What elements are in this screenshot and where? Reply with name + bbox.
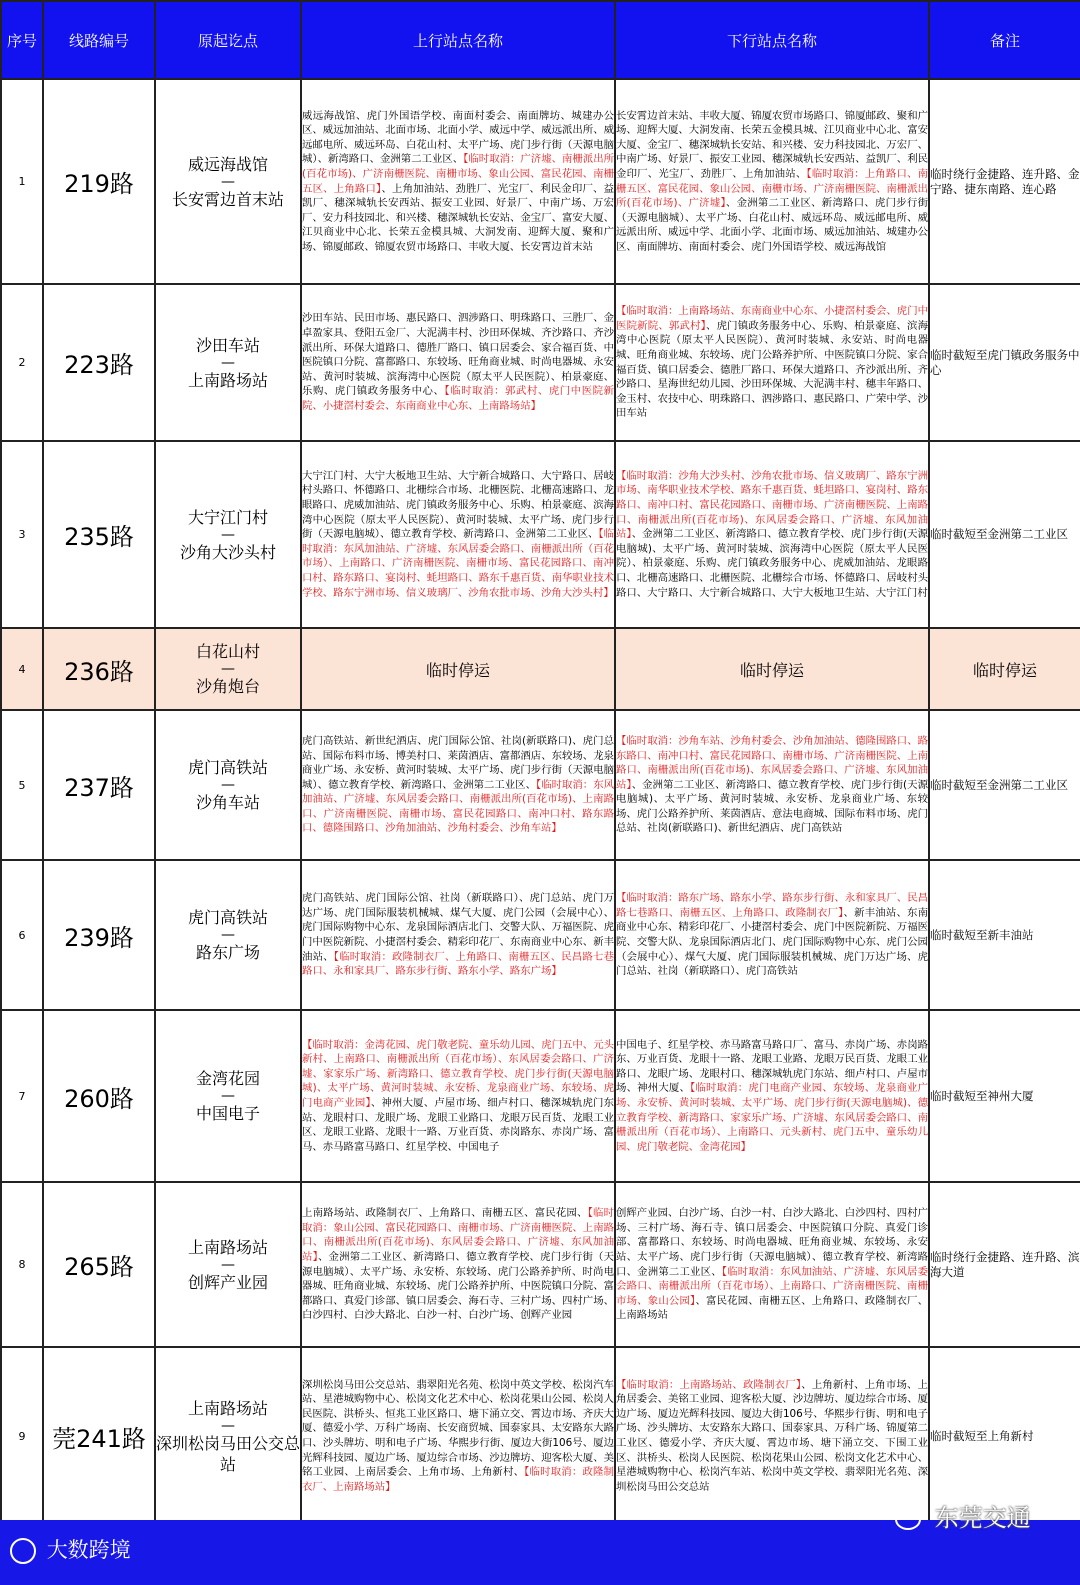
up-stops — [301, 1347, 615, 1525]
cancelled-stops: 【临时取消：东风加油站、广济墟、东风居委会路口、南栅派出所（百花市场）、上南路口、广济南栅医院、南栅市场、富民花园路口、南冲口村、路东路口、宴岗村、蚝坦路口、路东千惠百货、南华职业技术学校、路东宁洲市场、信义玻璃厂、沙角农批市场、沙角大沙头村】 — [302, 528, 614, 599]
row-seq: 7 — [1, 1010, 43, 1182]
cancelled-stops: 【临时取消：金湾花园、虎门敬老院、童乐幼儿园、虎门五中、元头新村、上南路口、南栅派出所（百花市场）、东风居委会路口、广济墟、家家乐广场、新湾路口、德立教育学校、虎门步行街(天源电脑城)、太平广场、黄河时装城、永安桥、龙泉商业广场、东较场、虎门电商产业园】 — [302, 1038, 614, 1109]
origin: 上南路场站 — [187, 1398, 268, 1418]
table-row — [1, 628, 1080, 710]
stops-segment: 、神州大厦、卢屋市场、细卢村口、穗深城轨虎门东站、龙眼村口、龙眼广场、龙眼工业路口、龙眼万民百货、龙眼工业区、龙眼工业路、龙眼十一路、万业百货、赤岗路东、赤岗广场、富马、赤马路富马路口、红星学校、中国电子 — [302, 1097, 614, 1153]
down-stops — [615, 860, 929, 1010]
origin-dest-separator: — — [221, 526, 235, 543]
header-origin-dest: 原起讫点 — [155, 1, 301, 79]
destination: 沙角车站 — [195, 793, 260, 812]
table-row — [1, 860, 1080, 1010]
stops-segment: 、虎门镇政务服务中心、乐购、柏景豪庭、滨海湾中心医院（原太平人民医院）、黄河时装城、永安站、时尚电器城、旺角商业城、东较场、虎门公路养护所、中医院镇口分院、家合福百货、镇口居委会、德胜厂路口、环保大道路口、齐沙派出所、齐沙路口、星海世纪幼儿园、沙田环保城、大泥满丰村、穗丰年路口、金玉村、农技中心、明珠路口、泗涉路口、惠民路口、广荣中学、沙田车站 — [616, 319, 928, 420]
table-row — [1, 284, 1080, 441]
note: 临时截短至上角新村 — [929, 1347, 1080, 1525]
table-row — [1, 79, 1080, 284]
up-stops — [301, 1182, 615, 1347]
up-stops — [301, 441, 615, 628]
route-number: 239路 — [43, 860, 155, 1010]
destination: 沙角大沙头村 — [179, 542, 276, 562]
stops-segment: 、金洲第二工业区、新湾路口、虎门步行街（天源电脑城）、太平广场、白花山村、威远环岛、威远邮电所、威远派出所、威远中学、北面小学、北面市场、威远加油站、城建办公区、南面牌坊、南面村委会、虎门外国语学校、威远海战馆 — [616, 197, 928, 253]
origin: 威远海战馆 — [187, 154, 268, 174]
cancelled-stops: 【临时取消：沙角车站、沙角村委会、沙角加油站、德隆围路口、路东路口、南冲口村、富民花园路口、南栅市场、广济南栅医院、上南路口、南栅派出所(百花市场)、东风居委会路口、广济墟、东风加油站】 — [616, 734, 928, 791]
note: 临时绕行金捷路、连升路、金宁路、捷东南路、连心路 — [929, 79, 1080, 284]
header-route-no: 线路编号 — [43, 1, 155, 79]
origin-destination — [155, 710, 301, 860]
header-up-stops: 上行站点名称 — [301, 1, 615, 79]
stops-segment: 大宁江门村、大宁大板地卫生站、大宁新合城路口、大宁路口、居岐村头路口、怀德路口、北栅综合市场、北栅医院、北栅高速路口、龙眼路口、虎威加油站、虎门镇政务服务中心、乐购、柏景豪庭、滨海湾中心医院（原太平人民医院）、黄河时装城、太平广场、虎门步行街（天源电脑城）、德立教育学校、新湾路口、金洲第二工业区、 — [302, 469, 614, 541]
destination: 上南路场站 — [187, 370, 268, 390]
route-number: 219路 — [43, 79, 155, 284]
wechat-icon — [895, 1509, 921, 1530]
origin: 大宁江门村 — [187, 507, 268, 527]
row-seq: 2 — [1, 284, 43, 441]
watermark-text: 东莞交通 — [934, 1504, 1031, 1532]
destination: 长安霄边首末站 — [171, 189, 284, 209]
row-seq: 4 — [1, 628, 43, 710]
up-stops — [301, 710, 615, 860]
route-number: 236路 — [43, 628, 155, 710]
up-stops — [301, 284, 615, 441]
up-stops — [301, 860, 615, 1010]
row-seq: 8 — [1, 1182, 43, 1347]
header-down-stops: 下行站点名称 — [615, 1, 929, 79]
origin-dest-separator: — — [221, 1256, 235, 1273]
origin: 虎门高铁站 — [187, 758, 268, 777]
row-seq: 1 — [1, 79, 43, 284]
stops-segment: 长安霄边首末站、丰收大厦、锦厦农贸市场路口、锦厦邮政、聚和广场、迎辉大厦、大洞发南、长荣五金模具城、江贝商业中心北、富安大厦、金宝厂、穗深城轨长安站、和兴楼、安力科技园北、万宏厂、中南广场、好景厂、振安工业园、穗深城轨长安西站、益凯厂、利民金印厂、光宝厂、劲胜厂、上角加油站、 — [616, 109, 928, 180]
stops-segment: 、金洲第二工业区、新湾路口、德立教育学校、虎门步行街（天源电脑城）、太平广场、永安桥、东较场、虎门公路养护所、时尚电器城、旺角商业城、东较场、虎门公路养护所、中医院镇口分院、富都路口、真爱门诊部、镇口居委会、海石寺、三村广场、四村广场、白沙四村、白沙大路北、白沙一村、白沙广场、创辉产业园 — [302, 1250, 614, 1322]
note: 临时截短至虎门镇政务服务中心 — [929, 284, 1080, 441]
origin-dest-separator: — — [221, 1088, 235, 1104]
origin: 虎门高铁站 — [187, 908, 268, 927]
origin-dest-separator: — — [221, 661, 235, 677]
route-number: 237路 — [43, 710, 155, 860]
cancelled-stops: 【临时取消：象山公园、富民花园路口、南栅市场、广济南栅医院、上南路口、南栅派出所(百花市场)、东风居委会路口、广济墟、东风加油站】 — [302, 1207, 614, 1263]
route-number: 260路 — [43, 1010, 155, 1182]
up-stops: 临时停运 — [301, 628, 615, 710]
watermark — [895, 1498, 1031, 1533]
origin-dest-separator: — — [221, 777, 235, 793]
table-row — [1, 1010, 1080, 1182]
cancelled-stops: 【临时取消：政隆制衣厂、上南路场站】 — [302, 1466, 614, 1493]
destination: 中国电子 — [195, 1104, 260, 1123]
destination: 沙角炮台 — [195, 677, 260, 696]
origin-dest-separator: — — [221, 354, 235, 371]
stops-segment: 上南路场站、政隆制衣厂、上角路口、南栅五区、富民花园、 — [302, 1207, 588, 1220]
cancelled-stops: 【临时取消：东风加油站、广济墟、东风居委会路口、南栅派出所（百花市场）、上南路口、广济南栅医院、南栅市场、象山公园】 — [616, 1265, 928, 1307]
cancelled-stops: 【临时取消：路东广场、路东小学、路东步行街、永和家具厂、民昌路七巷路口、南栅五区、上角路口、政隆制衣厂】 — [616, 892, 928, 919]
route-number: 235路 — [43, 441, 155, 628]
route-number: 莞241路 — [43, 1347, 155, 1525]
brand — [10, 1534, 131, 1564]
cancelled-stops: 【临时取消：沙角大沙头村、沙角农批市场、信义玻璃厂、路东宁洲市场、南华职业技术学校、路东千惠百货、蚝坦路口、宴岗村、路东路口、南冲口村、富民花园路口、南栅市场、广济南栅医院、上南路口、南栅派出所(百花市场)、东风居委会路口、广济墟、东风加油站】 — [616, 469, 928, 541]
cancelled-stops: 【临时取消：广济墟、南栅派出所(百花市场)、广济南栅医院、南栅市场、象山公园、富民花园、南栅五区、上角路口】 — [302, 153, 614, 195]
down-stops — [615, 710, 929, 860]
origin-destination — [155, 79, 301, 284]
row-seq: 9 — [1, 1347, 43, 1525]
origin-destination — [155, 860, 301, 1010]
destination: 路东广场 — [195, 943, 260, 962]
note: 临时绕行金捷路、连升路、滨海大道 — [929, 1182, 1080, 1347]
origin-destination — [155, 1010, 301, 1182]
down-stops — [615, 1182, 929, 1347]
stops-segment: 、上角新村、上角市场、上角居委会、美铭工业园、迎客松大厦、沙边牌坊、厦边综合市场、厦边广场、厦边光辉科技园、厦边大街106号、华熙步行街、明和电子广场、沙头牌坊、太安路东大路口、国泰家具、万科广场、锦厦第二工业区、德爱小学、齐庆大厦、霄边市场、塘下涌立交、下围工业区、洪桥头、松岗人民医院、松岗花果山公园、松岗文化艺术中心、星港城购物中心、松岗汽车站、松岗中英文学校、翡翠阳光名苑、深圳松岗马田公交总站 — [616, 1378, 928, 1493]
up-stops — [301, 1010, 615, 1182]
stops-segment: 、富民花园、南栅五区、上角路口、政隆制衣厂、上南路场站 — [616, 1294, 928, 1322]
cancelled-stops: 【临时取消：政隆制衣厂、上角路口、南栅五区、民昌路七巷路口、永和家具厂、路东步行街、路东小学、路东广场】 — [302, 950, 614, 978]
cancelled-stops: 【临时取消：上南路场站、政隆制衣厂】 — [616, 1378, 802, 1391]
header-seq: 序号 — [1, 1, 43, 79]
stops-segment: 、金洲第二工业区、新湾路口、德立教育学校、虎门步行街(天源电脑城)、太平广场、黄河时装城、永安桥、龙泉商业广场、东较场、虎门公路养护所、莱茵酒店、意法电商城、国际布料市场、虎门总站、社岗(新联路口)、新世纪酒店、虎门高铁站 — [616, 778, 928, 835]
origin-dest-separator: — — [221, 927, 235, 943]
origin-destination — [155, 284, 301, 441]
note: 临时截短至金洲第二工业区 — [929, 710, 1080, 860]
origin: 金湾花园 — [195, 1069, 260, 1088]
stops-segment: 创辉产业园、白沙广场、白沙一村、白沙大路北、白沙四村、四村广场、三村广场、海石寺、镇口居委会、中医院镇口分院、真爱门诊部、富都路口、东较场、时尚电器城、旺角商业城、东较场、永安站、太平广场、虎门步行街（天源电脑城）、德立教育学校、新湾路口、金洲第二工业区、 — [616, 1207, 928, 1278]
origin-destination — [155, 1182, 301, 1347]
stops-segment: 中国电子、红星学校、赤马路富马路口厂、富马、赤岗广场、赤岗路东、万业百货、龙眼十一路、龙眼工业路、龙眼万民百货、龙眼工业路口、龙眼广场、龙眼村口、穗深城轨虎门东站、细卢村口、卢屋市场、神州大厦、 — [616, 1038, 928, 1095]
destination: 深圳松岗马田公交总站 — [156, 1433, 301, 1474]
stops-segment: 虎门高铁站、新世纪酒店、虎门国际公馆、社岗(新联路口)、虎门总站、国际布料市场、博美村口、莱茵酒店、富都酒店、东较场、龙泉商业广场、永安桥、黄河时装城、太平广场、虎门步行街（天源电脑城）、德立教育学校、新湾路口、金洲第二工业区、 — [302, 734, 614, 791]
table-header-row — [1, 1, 1080, 79]
origin: 上南路场站 — [187, 1237, 268, 1257]
cancelled-stops: 【临时取消：郭武村、虎门中医院新院、小捷滘村委会、东南商业中心东、上南路场站】 — [302, 385, 614, 412]
table-body — [1, 79, 1080, 1525]
origin: 白花山村 — [195, 642, 260, 661]
down-stops — [615, 1010, 929, 1182]
row-seq: 6 — [1, 860, 43, 1010]
row-seq: 5 — [1, 710, 43, 860]
cancelled-stops: 【临时取消：虎门电商产业园、东较场、龙泉商业广场、永安桥、黄河时装城、太平广场、虎门步行街(天源电脑城)、德立教育学校、新湾路口、家家乐广场、广济墟、东风居委会路口、南栅派出所（百花市场）、上南路口、元头新村、虎门五中、童乐幼儿园、虎门敬老院、金湾花园】 — [616, 1082, 928, 1153]
stops-segment: 威远海战馆、虎门外国语学校、南面村委会、南面牌坊、城建办公区、威远加油站、北面市场、北面小学、威远中学、威远派出所、威远邮电所、威远环岛、白花山村、太平广场、虎门步行街（天源电脑城）、新湾路口、金洲第二工业区、 — [302, 109, 614, 166]
origin-dest-separator: — — [221, 1417, 235, 1434]
route-number: 265路 — [43, 1182, 155, 1347]
down-stops — [615, 284, 929, 441]
stops-segment: 、新丰油站、东南商业中心东、精彩印花厂、小捷滘村委会、虎门中医院新院、万福医院、交警大队、龙泉国际酒店北门、虎门国际购物中心东、虎门公园（会展中心）、煤气大厦、虎门国际服装机械城、虎门万达广场、虎门总站、社岗（新联路口）、虎门高铁站 — [616, 906, 928, 978]
origin-destination — [155, 1347, 301, 1525]
stops-segment: 虎门高铁站、虎门国际公馆、社岗（新联路口）、虎门总站、虎门万达广场、虎门国际服装机械城、煤气大厦、虎门公园（会展中心）、虎门国际购物中心东、龙泉国际酒店北门、交警大队、万福医院、虎门中医院新院、小捷滘村委会、精彩印花厂、东南商业中心东、新丰油站、 — [302, 892, 614, 963]
origin: 沙田车站 — [195, 335, 260, 355]
stops-segment: 沙田车站、民田市场、惠民路口、泗涉路口、明珠路口、三胜厂、金卓盈家具、登阳五金厂、大泥满丰村、沙田环保城、齐沙路口、齐沙派出所、环保大道路口、德胜厂路口、镇口居委会、家合福百货、中医院镇口分院、富都路口、东较场、旺角商业城、时尚电器城、永安站、黄河时装城、滨海湾中心医院（原太平人民医院）、柏景豪庭、乐购、虎门镇政务服务中心、 — [302, 312, 614, 398]
table-row — [1, 710, 1080, 860]
route-number: 223路 — [43, 284, 155, 441]
note: 临时截短至神州大厦 — [929, 1010, 1080, 1182]
stops-segment: 、上角加油站、劲胜厂、光宝厂、利民金印厂、益凯厂、穗深城轨长安西站、振安工业园、好景厂、中南广场、万宏厂、安力科技园北、和兴楼、穗深城轨长安站、金宝厂、富安大厦、江贝商业中心北、长荣五金模具城、大洞发南、迎辉大厦、聚和广场、锦厦邮政、锦厦农贸市场路口、丰收大厦、长安霄边首末站 — [302, 182, 614, 253]
brand-name: 大数跨境 — [46, 1538, 131, 1562]
note: 临时停运 — [929, 628, 1080, 710]
note: 临时截短至新丰油站 — [929, 860, 1080, 1010]
down-stops — [615, 79, 929, 284]
table-row — [1, 1182, 1080, 1347]
row-seq: 3 — [1, 441, 43, 628]
destination: 创辉产业园 — [187, 1272, 268, 1292]
header-note: 备注 — [929, 1, 1080, 79]
down-stops: 临时停运 — [615, 628, 929, 710]
origin-destination — [155, 441, 301, 628]
origin-dest-separator: — — [221, 173, 235, 190]
up-stops — [301, 79, 615, 284]
note: 临时截短至金洲第二工业区 — [929, 441, 1080, 628]
down-stops — [615, 1347, 929, 1525]
cancelled-stops: 【临时取消：上南路场站、东南商业中心东、小捷滘村委会、虎门中医院新院、郭武村】 — [616, 305, 928, 332]
origin-destination — [155, 628, 301, 710]
brand-logo-icon — [10, 1538, 36, 1564]
down-stops — [615, 441, 929, 628]
cancelled-stops: 【临时取消：东风加油站、广济墟、东风居委会路口、南栅派出所(百花市场)、上南路口、广济南栅医院、南栅市场、富民花园路口、南冲口村、路东路口、德隆围路口、沙角加油站、沙角村委会、沙角车站】 — [302, 778, 614, 835]
stops-segment: 深圳松岗马田公交总站、翡翠阳光名苑、松岗中英文学校、松岗汽车站、星港城购物中心、松岗文化艺术中心、松岗花果山公园、松岗人民医院、洪桥头、恒兆工业区路口、塘下涌立交、霄边市场、齐庆大厦、德爱小学、万科广场南、长安商贸城、国泰家具、太安路东大路口、沙头牌坊、明和电子广场、华熙步行街、厦边大街106号、厦边光辉科技园、厦边广场、厦边综合市场、沙边牌坊、迎客松大厦、美铭工业园、上南居委会、上角市场、上角新村、 — [302, 1378, 614, 1479]
table-row — [1, 441, 1080, 628]
cancelled-stops: 【临时取消：上角路口、南栅五区、富民花园、象山公园、南栅市场、广济南栅医院、南栅派出所(百花市场)、广济墟】 — [616, 167, 928, 210]
stops-segment: 、金洲第二工业区、新湾路口、德立教育学校、虎门步行街(天源电脑城)、太平广场、黄河时装城、滨海湾中心医院（原太平人民医院）、柏景豪庭、乐购、虎门镇政务服务中心、虎威加油站、龙眼路口、北栅高速路口、北栅医院、北栅综合市场、怀德路口、居岐村头路口、大宁路口、大宁新合城路口、大宁大板地卫生站、大宁江门村 — [616, 528, 928, 599]
